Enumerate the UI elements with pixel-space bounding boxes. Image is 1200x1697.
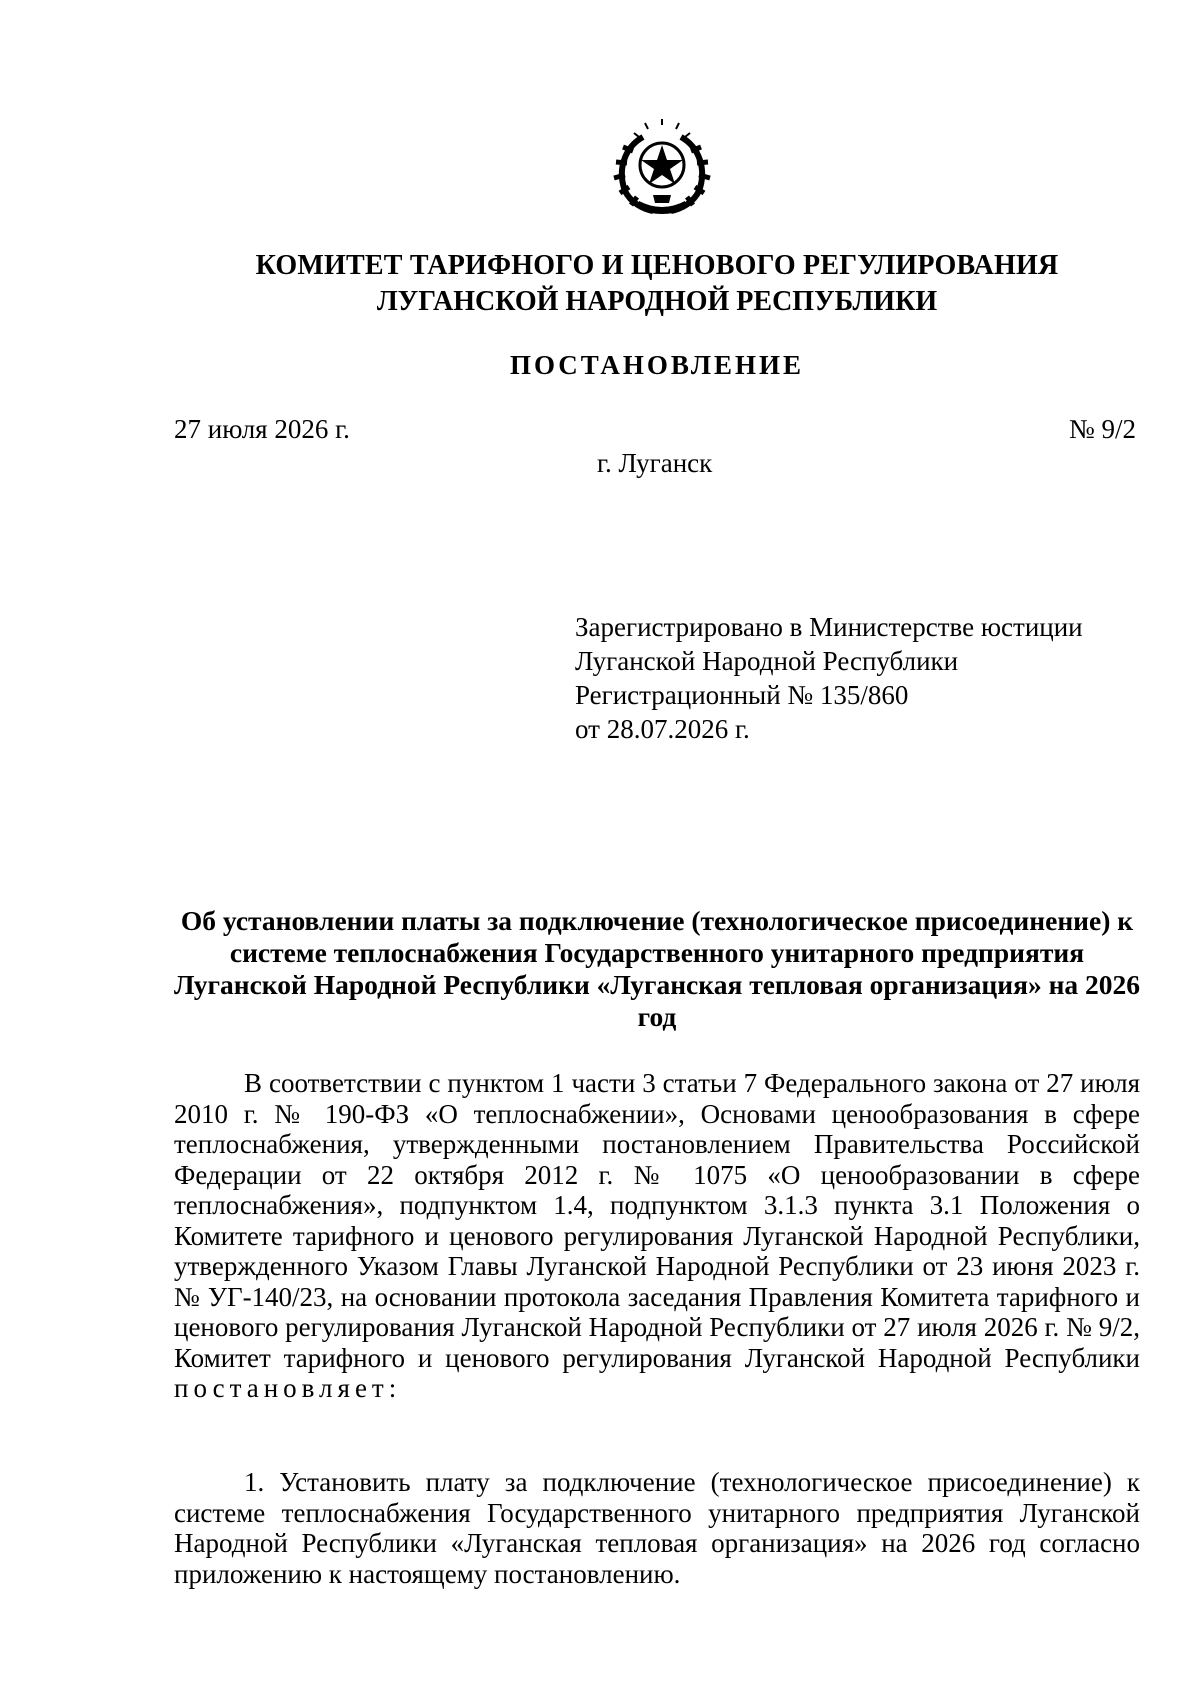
registration-stamp [575,610,1083,746]
coat-of-arms-icon [603,117,721,217]
paragraph1-text: В соответствии с пунктом 1 части 3 статьи 7 Федерального закона от 27 июля 2010 г. № 190-ФЗ «О теплоснабжении», Основами ценообразования в сфере теплоснабжения, утвержденными постановлением Правительства Российской Федерации от 22 октября 2012 г. № 1075 «О ценообразовании в сфере теплоснабжения», подпунктом 1.4, подпунктом 3.1.3 пункта 3.1 Положения о Комитете тарифного и ценового регулирования Луганской Народной Республики, утвержденного Указом Главы Луганской Народной Республики от 23 июня 2023 г. № УГ-140/23, на основании протокола заседания Правления Комитета тарифного и ценового регулирования Луганской Народной Республики от 27 июля 2026 г. № 9/2, Комитет тарифного и ценового регулирования Луганской Народной Республики [174,1068,1140,1373]
registration-line4: от 28.07.2026 г. [575,714,750,744]
registration-line2: Луганской Народной Республики [575,646,959,676]
document-city: г. Луганск [597,448,713,478]
organization-name-line1: КОМИТЕТ ТАРИФНОГО И ЦЕНОВОГО РЕГУЛИРОВАНИЯ [255,250,1059,281]
document-title: Об установлении платы за подключение (технологическое присоединение) к системе теплоснабжения Государственного унитарного предприятия Луганской Народной Республики «Луганская тепловая организация» на 2026 год [173,905,1141,1032]
document-date: 27 июля 2026 г. [174,414,350,444]
document-number: № 9/2 [1068,414,1136,444]
document-type: ПОСТАНОВЛЕНИЕ [509,350,805,380]
body-paragraph-2: 1. Установить плату за подключение (технологическое присоединение) к системе теплоснабжения Государственного унитарного предприятия Луганской Народной Республики «Луганская тепловая организация» на 2026 год согласно приложению к настоящему постановлению. [174,1467,1140,1589]
registration-line3: Регистрационный № 135/860 [575,680,909,710]
registration-line1: Зарегистрировано в Министерстве юстиции [575,612,1083,642]
paragraph1-verb: постановляет: [174,1373,402,1403]
body-paragraph-1 [174,1068,1140,1404]
organization-name-line2: ЛУГАНСКОЙ НАРОДНОЙ РЕСПУБЛИКИ [376,286,938,317]
